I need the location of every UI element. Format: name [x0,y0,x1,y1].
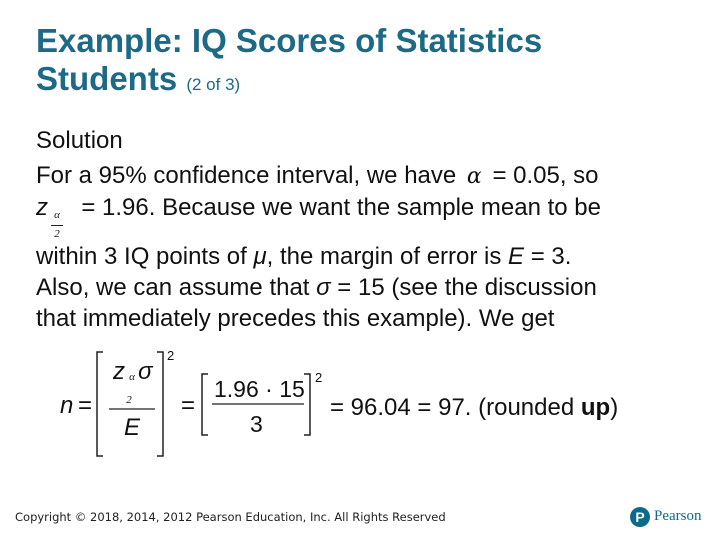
formula-equals-2: = [181,392,196,419]
copyright-notice: Copyright © 2018, 2014, 2012 Pearson Education, Inc. All Rights Reserved [15,510,446,524]
slide-title [36,22,542,104]
formula-n: n [60,392,74,419]
formula-sub-two: 2 [126,394,132,406]
title-line-2-text: Students [36,60,178,97]
mu-symbol: μ [253,243,267,270]
result-text-c: ) [610,394,619,421]
formula-sigma: σ [138,358,153,385]
result-text-a: = 96.04 = 97. (rounded [330,394,575,421]
title-part-indicator: (2 of 3) [186,75,241,94]
e-symbol: E [508,243,525,270]
line3-text-a: within 3 IQ points of [36,243,247,270]
z-sub-alpha: α [54,209,60,221]
sigma-symbol: σ [316,274,331,301]
pearson-logo-icon: P [630,507,650,527]
title-line-1: Example: IQ Scores of Statistics [36,22,543,59]
solution-heading: Solution [36,127,123,154]
body-line-2 [36,193,601,223]
z-sub-two: 2 [54,228,60,240]
z-symbol: z [36,194,48,221]
line2-text: = 1.96. Because we want the sample mean to be [81,194,601,221]
pearson-logo-text: Pearson [654,508,702,524]
line3-text-b: , the margin of error is [266,243,502,270]
z-sub-fraction-bar [51,225,63,226]
line3-text-c: = 3. [530,243,572,270]
title-line-2 [36,60,542,104]
formula-exponent-1: 2 [167,348,175,363]
pearson-logo [630,505,706,529]
body-line-4 [36,273,597,303]
formula-equals-1: = [78,392,93,419]
line1-text-b: = 0.05, so [492,162,599,189]
line4-text-b: = 15 (see the discussion [337,274,597,301]
left-bracket-group [95,350,175,460]
line4-text-a: Also, we can assume that [36,274,310,301]
result-text-up: up [580,394,611,421]
body-line-5: that immediately precedes this example). We get [36,305,555,332]
formula-result [330,394,618,422]
formula-numerator: 1.96 · 15 [214,376,305,402]
alpha-symbol: α [466,164,482,189]
line1-text-a: For a 95% confidence interval, we have [36,162,457,189]
body-line-1 [36,161,599,192]
formula-z-sub-alpha: α [129,371,135,383]
formula-E: E [124,414,141,441]
formula-exponent-2: 2 [315,370,323,385]
formula-denominator: 3 [250,411,263,437]
body-line-3 [36,242,571,272]
formula-z: z [113,358,125,385]
